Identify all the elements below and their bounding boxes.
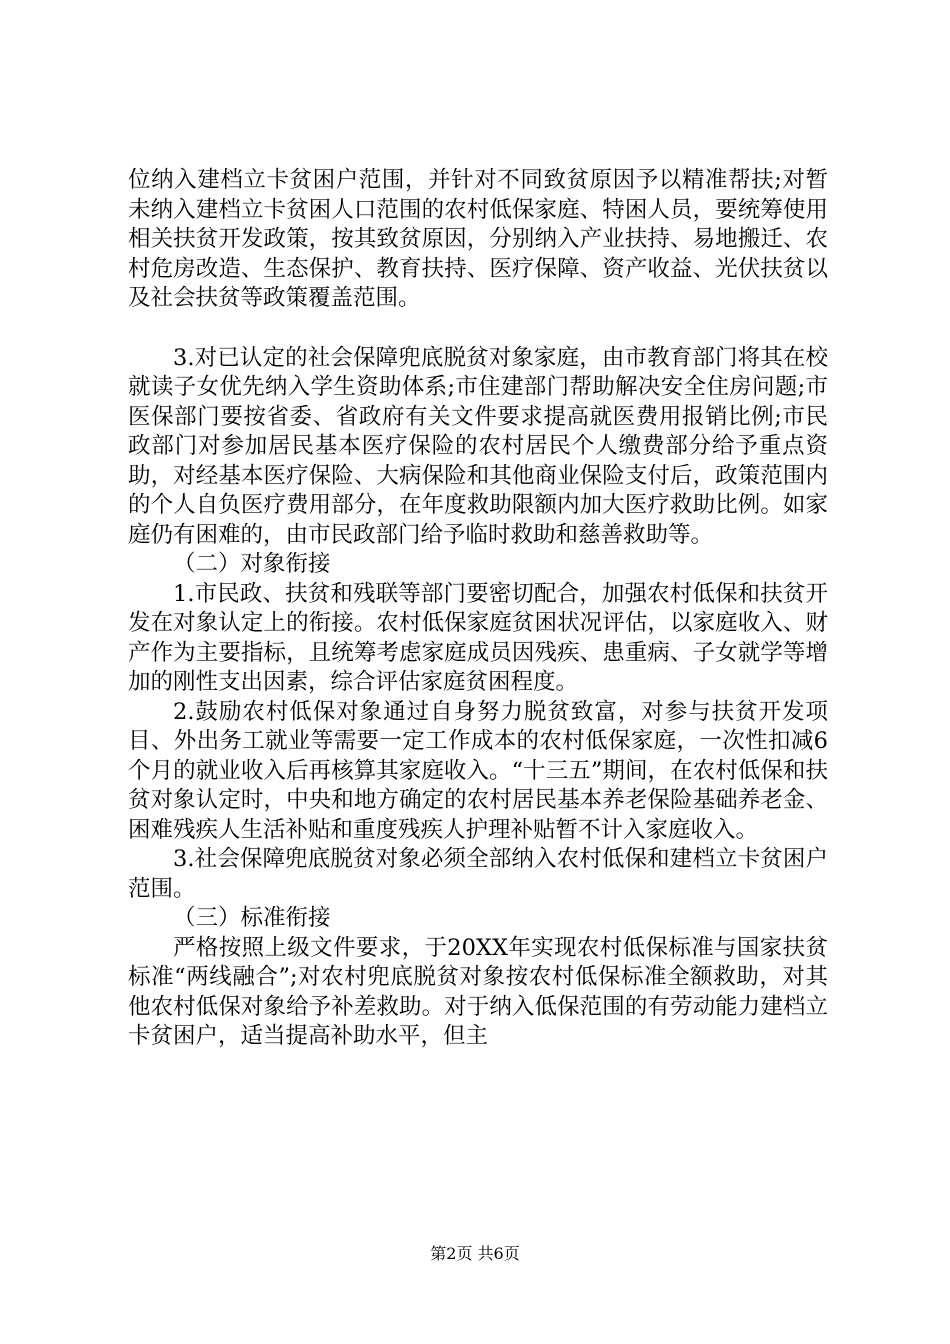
paragraph-item-3-inclusion: 3.社会保障兜底脱贫对象必须全部纳入农村低保和建档立卡贫困户范围。	[128, 846, 828, 902]
paragraph-item-3-guarantee-families: 3.对已认定的社会保障兜底脱贫对象家庭，由市教育部门将其在校就读子女优先纳入学生资助体系;市住建部门帮助解决安全住房问题;市医保部门要按省委、省政府有关文件要求提高就医费用报销比例;市民政部门对参加居民基本医疗保险的农村居民个人缴费部分给予重点资助，对经基本医疗保险、大病保险和其他商业保险支付后，政策范围内的个人自负医疗费用部分，在年度救助限额内加大医疗救助比例。如家庭仍有困难的，由市民政部门给予临时救助和慈善救助等。	[128, 344, 828, 548]
paragraph-standard-requirements: 严格按照上级文件要求，于20XX年实现农村低保标准与国家扶贫标准“两线融合”;对农村兜底脱贫对象按农村低保标准全额救助，对其他农村低保对象给予补差救助。对于纳入低保范围的有劳动能力建档立卡贫困户，适当提高补助水平，但主	[128, 934, 828, 1049]
page-number-footer: 第2页 共6页	[430, 1244, 520, 1263]
section-heading-object-connection: （二）对象衔接	[173, 551, 331, 577]
paragraph-continuation: 位纳入建档立卡贫困户范围，并针对不同致贫原因予以精准帮扶;对暂未纳入建档立卡贫困人口范围的农村低保家庭、特困人员，要统筹使用相关扶贫开发政策，按其致贫原因，分别纳入产业扶持、易地搬迁、农村危房改造、生态保护、教育扶持、医疗保障、资产收益、光伏扶贫以及社会扶贫等政策覆盖范围。	[128, 167, 828, 311]
paragraph-item-1-coordination: 1.市民政、扶贫和残联等部门要密切配合，加强农村低保和扶贫开发在对象认定上的衔接。农村低保家庭贫困状况评估，以家庭收入、财产作为主要指标，且统筹考虑家庭成员因残疾、患重病、子女就学等增加的刚性支出因素，综合评估家庭贫困程度。	[128, 580, 828, 695]
section-heading-standard-connection: （三）标准衔接	[173, 905, 331, 931]
paragraph-item-2-encourage: 2.鼓励农村低保对象通过自身努力脱贫致富，对参与扶贫开发项目、外出务工就业等需要一定工作成本的农村低保家庭，一次性扣减6个月的就业收入后再核算其家庭收入。“十三五”期间，在农村低保和扶贫对象认定时，中央和地方确定的农村居民基本养老保险基础养老金、困难残疾人生活补贴和重度残疾人护理补贴暂不计入家庭收入。	[128, 698, 828, 843]
document-body	[128, 166, 828, 1052]
